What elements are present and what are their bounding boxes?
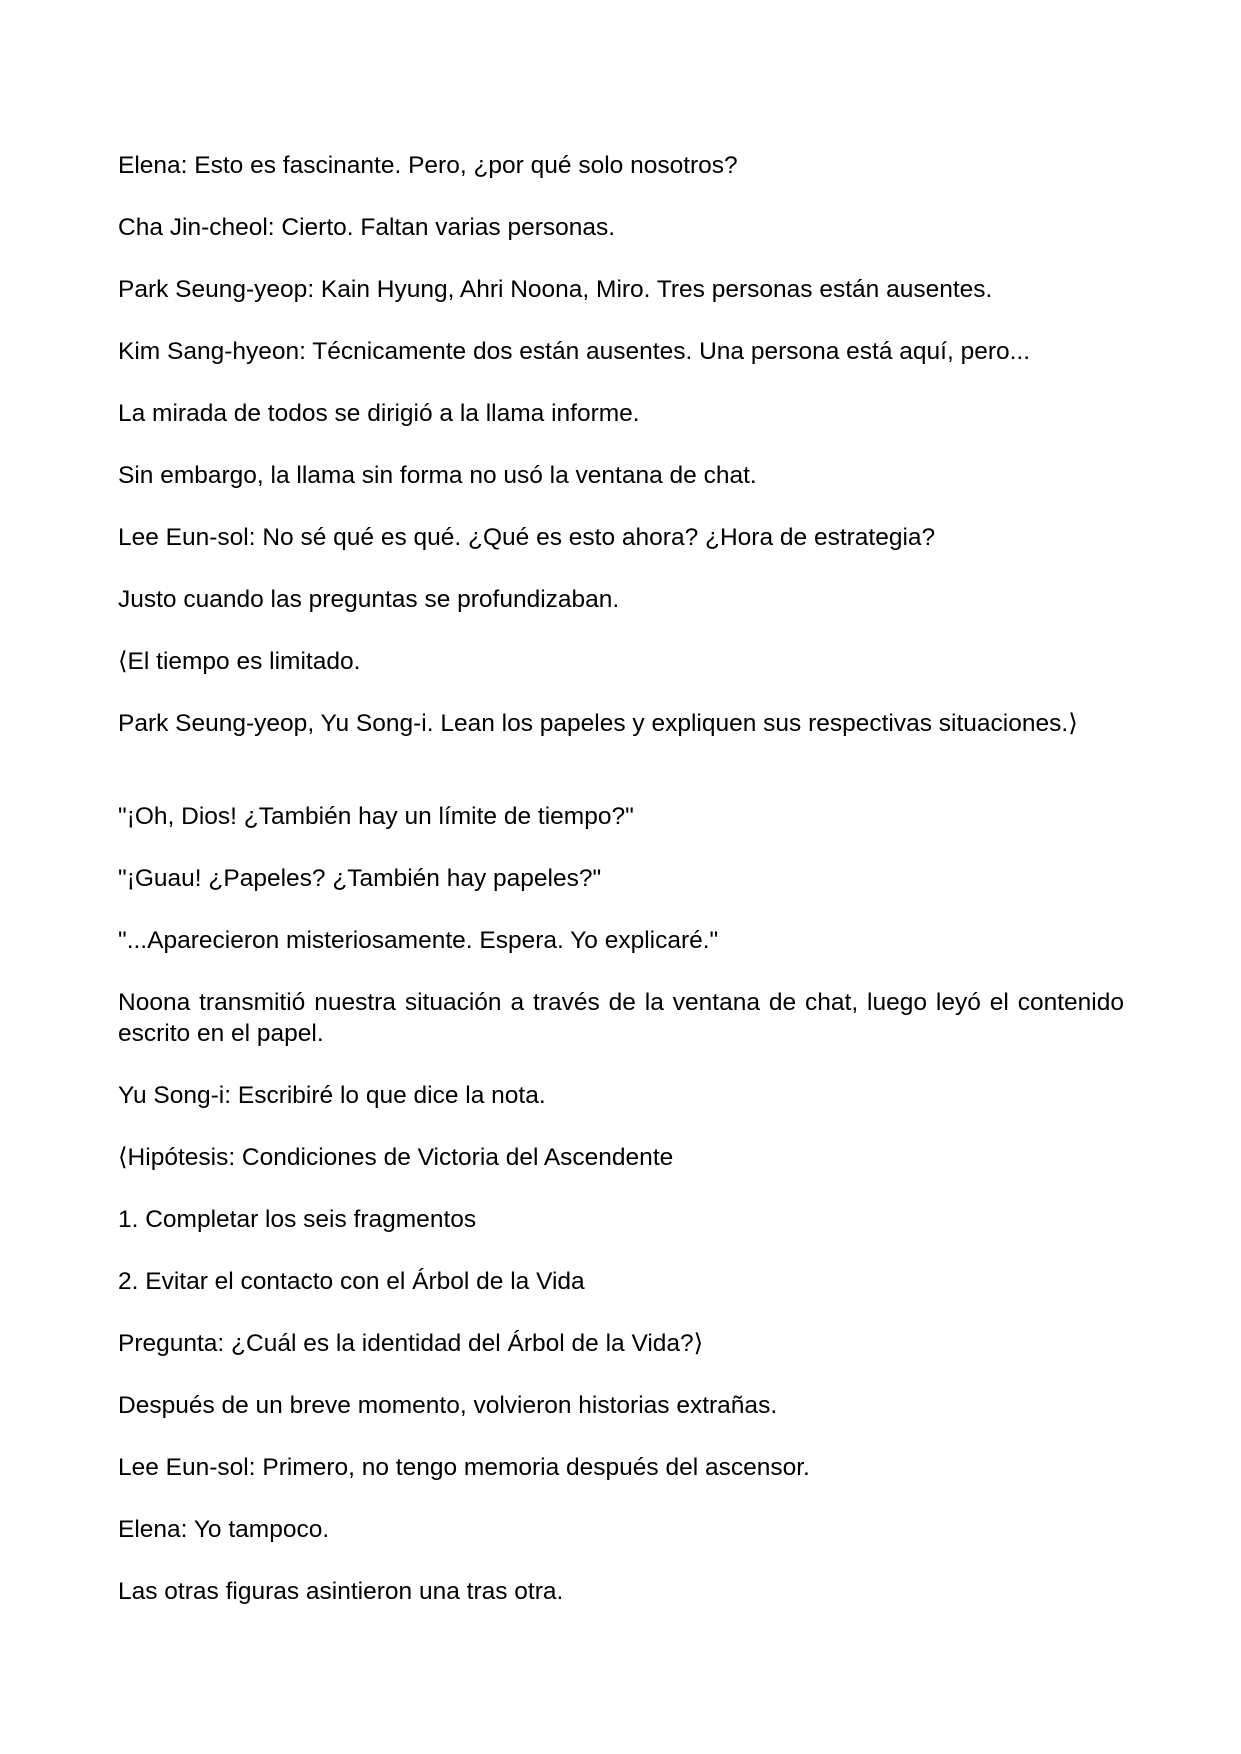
paragraph: Lee Eun-sol: Primero, no tengo memoria después del ascensor. (118, 1454, 810, 1481)
paragraph: Park Seung-yeop: Kain Hyung, Ahri Noona, Miro. Tres personas están ausentes. (118, 276, 993, 303)
list-item: 1. Completar los seis fragmentos (118, 1206, 477, 1233)
paragraph: ⟨El tiempo es limitado. (118, 648, 361, 675)
paragraph: Las otras figuras asintieron una tras otra. (118, 1578, 564, 1605)
paragraph: Yu Song-i: Escribiré lo que dice la nota. (118, 1082, 546, 1109)
paragraph: Elena: Esto es fascinante. Pero, ¿por qué solo nosotros? (118, 152, 738, 179)
paragraph: ⟨Hipótesis: Condiciones de Victoria del Ascendente (118, 1144, 674, 1171)
paragraph: Justo cuando las preguntas se profundizaban. (118, 586, 620, 613)
paragraph: Pregunta: ¿Cuál es la identidad del Árbol de la Vida?⟩ (118, 1330, 704, 1357)
document-page (118, 0, 1124, 1754)
paragraph: "¡Oh, Dios! ¿También hay un límite de tiempo?" (118, 803, 634, 830)
paragraph: La mirada de todos se dirigió a la llama informe. (118, 400, 640, 427)
paragraph: Lee Eun-sol: No sé qué es qué. ¿Qué es esto ahora? ¿Hora de estrategia? (118, 524, 936, 551)
paragraph: Cha Jin-cheol: Cierto. Faltan varias personas. (118, 214, 616, 241)
paragraph: Elena: Yo tampoco. (118, 1516, 330, 1543)
paragraph: Después de un breve momento, volvieron historias extrañas. (118, 1392, 778, 1419)
paragraph: "¡Guau! ¿Papeles? ¿También hay papeles?" (118, 865, 602, 892)
paragraph: Noona transmitió nuestra situación a través de la ventana de chat, luego leyó el contenido escrito en el papel. (118, 989, 1124, 1047)
list-item: 2. Evitar el contacto con el Árbol de la Vida (118, 1268, 585, 1295)
paragraph: "...Aparecieron misteriosamente. Espera. Yo explicaré." (118, 927, 719, 954)
paragraph: Kim Sang-hyeon: Técnicamente dos están ausentes. Una persona está aquí, pero... (118, 338, 1031, 365)
paragraph: Park Seung-yeop, Yu Song-i. Lean los papeles y expliquen sus respectivas situaciones.⟩ (118, 710, 1078, 737)
paragraph: Sin embargo, la llama sin forma no usó la ventana de chat. (118, 462, 757, 489)
